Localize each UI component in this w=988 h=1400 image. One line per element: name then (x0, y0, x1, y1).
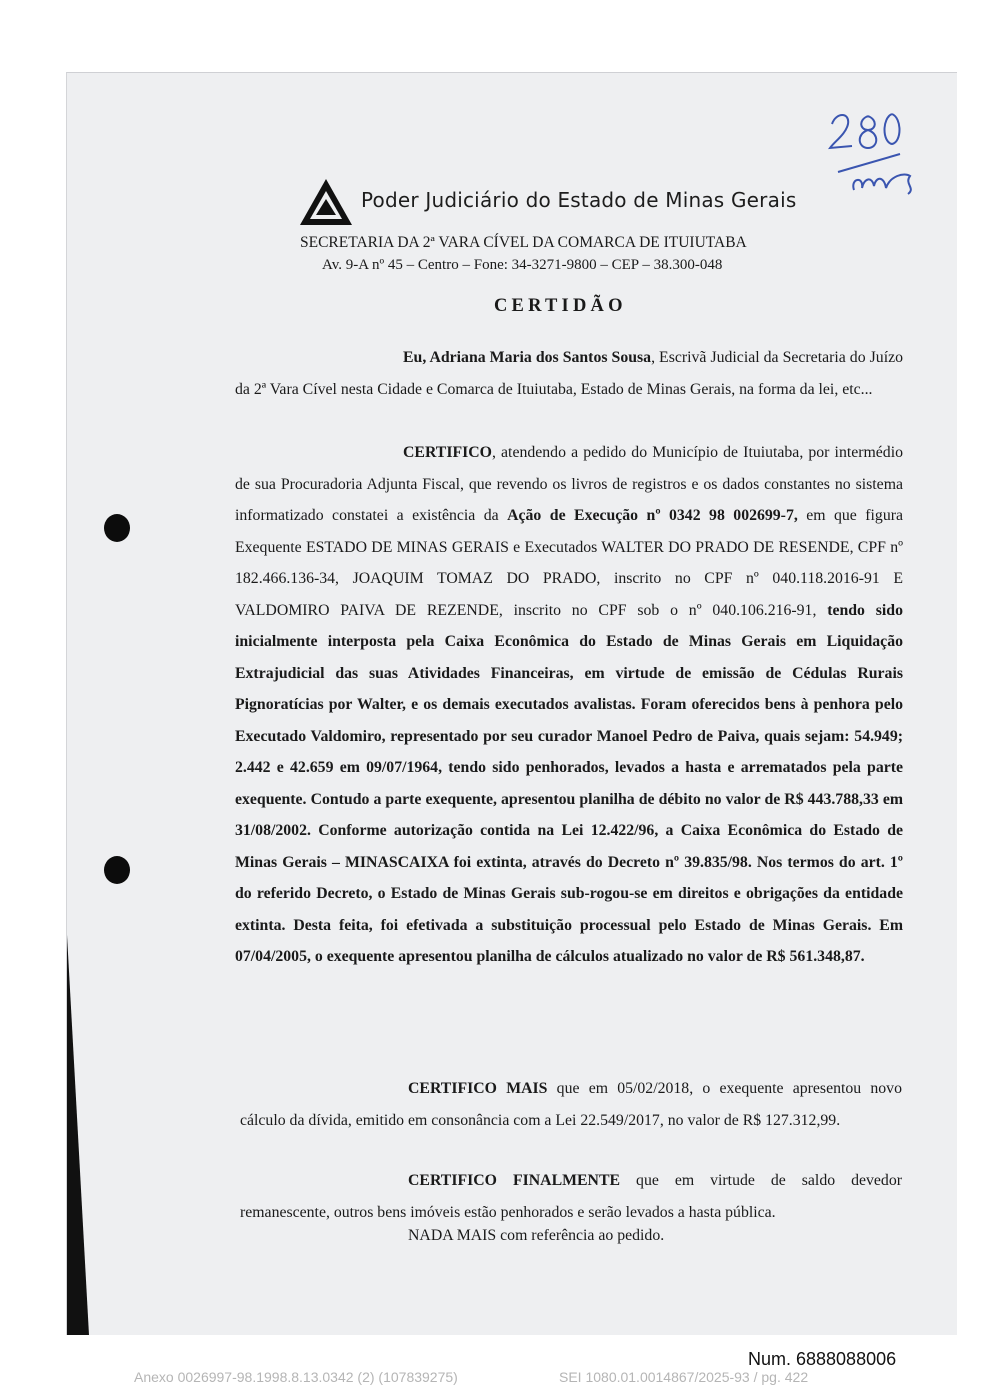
certifico-finalmente-label: CERTIFICO FINALMENTE (408, 1172, 621, 1189)
letterhead (298, 177, 918, 227)
punch-hole-lower (104, 856, 130, 884)
punch-hole-upper (104, 514, 130, 542)
paragraph-certifico-finalmente (240, 1165, 902, 1228)
footer-annex: Anexo 0026997-98.1998.8.13.0342 (2) (107839275) (134, 1369, 458, 1385)
scan-shadow-edge (67, 935, 91, 1335)
secretariat-line: SECRETARIA DA 2ª VARA CÍVEL DA COMARCA DE ITUIUTABA (300, 234, 747, 251)
certifico-finalmente-text: que em virtude de saldo devedor remanescente, outros bens imóveis estão penhorados e serão levados a hasta pública. (240, 1172, 902, 1221)
document-number: Num. 6888088006 (748, 1349, 897, 1369)
paragraph-certifico-mais (240, 1073, 902, 1136)
action-number: Ação de Execução nº 0342 98 002699-7, (507, 507, 798, 524)
certifico-text-b: em que figura Exequente ESTADO DE MINAS GERAIS e Executados WALTER DO PRADO DE RESENDE, CPF nº 182.466.136-34, JOAQUIM TOMAZ DO PRADO, inscrito no CPF nº 040.118.2016-91 E VALDOMIRO PAIVA DE REZENDE, inscrito no CPF sob o nº 040.106.216-91, (235, 507, 903, 619)
paragraph-intro (235, 342, 903, 405)
certifico-text-a: , atendendo a pedido do Município de Ituiutaba, por intermédio de sua Procuradoria Adjunta Fiscal, que revendo os livros de registros e os dados constantes no sistema informatizado constatei a existência da (235, 444, 903, 524)
certifico-mais-text: que em 05/02/2018, o exequente apresentou novo cálculo da dívida, emitido em consonância com a Lei 22.549/2017, no valor de R$ 127.312,99. (240, 1080, 902, 1129)
court-name: Poder Judiciário do Estado de Minas Gerais (361, 188, 797, 212)
certifico-label: CERTIFICO (403, 444, 492, 461)
intro-text: , Escrivã Judicial da Secretaria do Juízo da 2ª Vara Cível nesta Cidade e Comarca de Ituiutaba, Estado de Minas Gerais, na forma da lei, etc... (235, 349, 903, 398)
paragraph-certifico (235, 437, 903, 973)
address-line: Av. 9-A nº 45 – Centro – Fone: 34-3271-9800 – CEP – 38.300-048 (322, 257, 723, 273)
document-title: CERTIDÃO (494, 296, 627, 316)
court-logo-icon (298, 177, 354, 227)
certifico-bold-text: tendo sido inicialmente interposta pela Caixa Econômica do Estado de Minas Gerais em Liquidação Extrajudicial das suas Atividades Financeiras, em virtude de emissão de Cédulas Rurais Pignoratícias por Walter, e os demais executados avalistas. Foram oferecidos bens à penhora pelo Executado Valdomiro, representado por seu curador Manoel Pedro de Paiva, quais sejam: 54.949; 2.442 e 42.659 em 09/07/1964, tendo sido penhorados, levados a hasta e arrematados pela parte exequente. Contudo a parte exequente, apresentou planilha de débito no valor de R$ 443.788,33 em 31/08/2002. Conforme autorização contida na Lei 12.422/96, a Caixa Econômica do Estado de Minas Gerais – MINASCAIXA foi extinta, através do Decreto nº 39.835/98. Nos termos do art. 1º do referido Decreto, o Estado de Minas Gerais sub-rogou-se em direitos e obrigações da entidade extinta. Desta feita, foi efetivada a substituição processual pelo Estado de Minas Gerais. Em 07/04/2005, o exequente apresentou planilha de cálculos atualizado no valor de R$ 561.348,87. (235, 601, 903, 965)
certifico-mais-label: CERTIFICO MAIS (408, 1080, 548, 1097)
footer-sei: SEI 1080.01.0014867/2025-93 / pg. 422 (559, 1369, 809, 1385)
closing-line: NADA MAIS com referência ao pedido. (408, 1227, 665, 1244)
clerk-name: Eu, Adriana Maria dos Santos Sousa (403, 349, 652, 366)
